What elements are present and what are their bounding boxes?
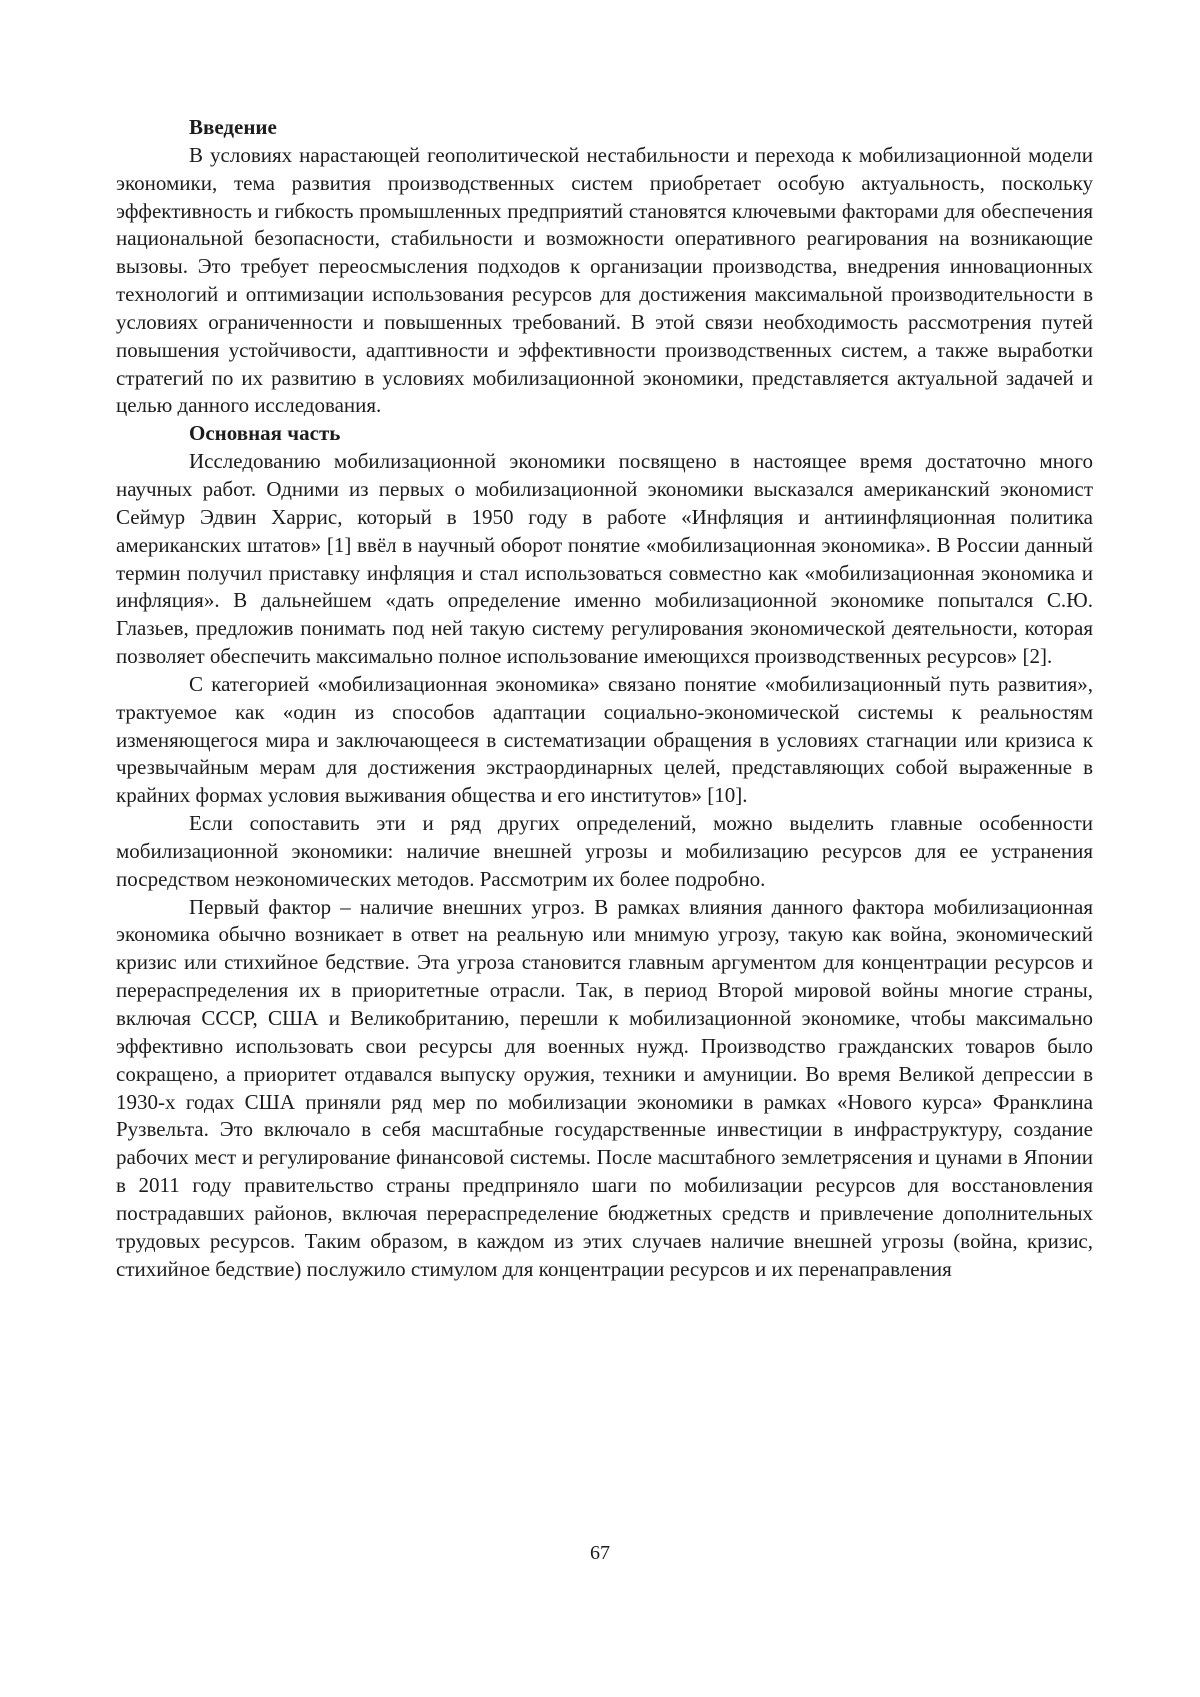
main-paragraph-4: Первый фактор – наличие внешних угроз. В рамках влияния данного фактора мобилизационная экономика обычно возникает в ответ на реальную или мнимую угрозу, такую как война, экономический кризис или стихийное бедствие. Эта угроза становится главным аргументом для концентрации ресурсов и перераспределения их в приоритетные отрасли. Так, в период Второй мировой войны многие страны, включая СССР, США и Великобританию, перешли к мобилизационной экономике, чтобы максимально эффективно использовать свои ресурсы для военных нужд. Производство гражданских товаров было сокращено, а приоритет отдавался выпуску оружия, техники и амуниции. Во время Великой депрессии в 1930-х годах США приняли ряд мер по мобилизации экономики в рамках «Нового курса» Франклина Рузвельта. Это включало в себя масштабные государственные инвестиции в инфраструктуру, создание рабочих мест и регулирование финансовой системы. После масштабного землетрясения и цунами в Японии в 2011 году правительство страны предприняло шаги по мобилизации ресурсов для восстановления пострадавших районов, включая перераспределение бюджетных средств и привлечение дополнительных трудовых ресурсов. Таким образом, в каждом из этих случаев наличие внешней угрозы (война, кризис, стихийное бедствие) послужило стимулом для концентрации ресурсов и их перенаправления [116,894,1093,1284]
intro-paragraph: В условиях нарастающей геополитической нестабильности и перехода к мобилизационной модели экономики, тема развития производственных систем приобретает особую актуальность, поскольку эффективность и гибкость промышленных предприятий становятся ключевыми факторами для обеспечения национальной безопасности, стабильности и возможности оперативного реагирования на возникающие вызовы. Это требует переосмысления подходов к организации производства, внедрения инновационных технологий и оптимизации использования ресурсов для достижения максимальной производительности в условиях ограниченности и повышенных требований. В этой связи необходимость рассмотрения путей повышения устойчивости, адаптивности и эффективности производственных систем, а также выработки стратегий по их развитию в условиях мобилизационной экономики, представляется актуальной задачей и целью данного исследования. [116,142,1093,420]
document-page [116,114,1093,1283]
main-paragraph-1: Исследованию мобилизационной экономики посвящено в настоящее время достаточно много научных работ. Одними из первых о мобилизационной экономики высказался американский экономист Сеймур Эдвин Харрис, который в 1950 году в работе «Инфляция и антиинфляционная политика американских штатов» [1] ввёл в научный оборот понятие «мобилизационная экономика». В России данный термин получил приставку инфляция и стал использоваться совместно как «мобилизационная экономика и инфляция». В дальнейшем «дать определение именно мобилизационной экономике попытался С.Ю. Глазьев, предложив понимать под ней такую систему регулирования экономической деятельности, которая позволяет обеспечить максимально полное использование имеющихся производственных ресурсов» [2]. [116,448,1093,671]
main-paragraph-2: С категорией «мобилизационная экономика» связано понятие «мобилизационный путь развития», трактуемое как «один из способов адаптации социально-экономической системы к реальностям изменяющегося мира и заключающееся в систематизации обращения в условиях стагнации или кризиса к чрезвычайным мерам для достижения экстраординарных целей, представляющих собой выраженные в крайних формах условия выживания общества и его институтов» [10]. [116,671,1093,810]
section-heading-main: Основная часть [116,420,1093,448]
page-number: 67 [0,1542,1200,1565]
main-paragraph-3: Если сопоставить эти и ряд других определений, можно выделить главные особенности мобилизационной экономики: наличие внешней угрозы и мобилизацию ресурсов для ее устранения посредством неэкономических методов. Рассмотрим их более подробно. [116,810,1093,894]
section-heading-intro: Введение [116,114,1093,142]
